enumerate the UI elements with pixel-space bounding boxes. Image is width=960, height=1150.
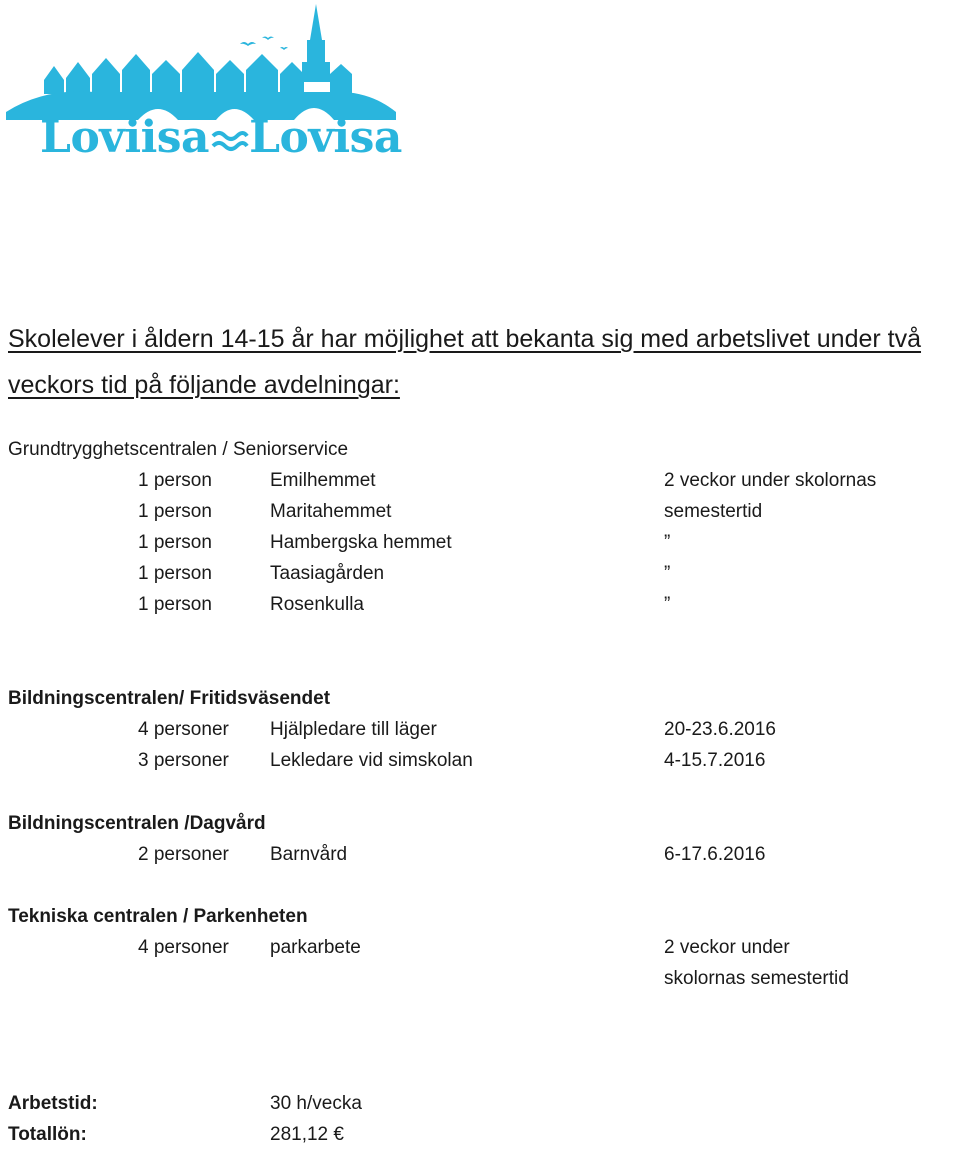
worktime-label: Arbetstid: [8, 1093, 98, 1114]
worktime-value: 30 h/vecka [270, 1093, 362, 1114]
row-count: 1 person [138, 470, 212, 491]
table-row [0, 746, 960, 776]
row-time: semestertid [664, 501, 763, 522]
row-time: ” [664, 594, 671, 615]
table-row [0, 964, 960, 994]
row-place: Maritahemmet [270, 501, 392, 522]
table-row [0, 590, 960, 620]
row-time: 20-23.6.2016 [664, 719, 776, 740]
row-count: 1 person [138, 501, 212, 522]
loviisa-logo [4, 0, 402, 168]
table-row [0, 559, 960, 589]
row-count: 3 personer [138, 750, 229, 771]
town-skyline-logo-icon [4, 0, 396, 120]
row-place: Lekledare vid simskolan [270, 750, 473, 771]
row-place: Rosenkulla [270, 594, 364, 615]
section-title-parkenheten: Tekniska centralen / Parkenheten [8, 906, 308, 927]
row-place: Emilhemmet [270, 470, 376, 491]
table-row [0, 933, 960, 963]
table-row [0, 840, 960, 870]
wave-icon [209, 114, 249, 162]
logo-wordmark [40, 114, 402, 162]
row-place: Hambergska hemmet [270, 532, 452, 553]
row-time: 2 veckor under skolornas [664, 470, 877, 491]
row-place: Taasiagården [270, 563, 385, 584]
logo-word-right: Lovisa [249, 112, 402, 163]
table-row [0, 497, 960, 527]
row-count: 1 person [138, 532, 212, 553]
section-title-seniorservice: Grundtrygghetscentralen / Seniorservice [8, 439, 349, 460]
table-row [0, 528, 960, 558]
row-time: skolornas semestertid [664, 968, 849, 989]
section-title-dagvard: Bildningscentralen /Dagvård [8, 813, 266, 834]
row-count: 1 person [138, 594, 212, 615]
table-row [0, 715, 960, 745]
row-time: 6-17.6.2016 [664, 844, 766, 865]
row-place: parkarbete [270, 937, 361, 958]
row-count: 4 personer [138, 719, 229, 740]
row-time: 4-15.7.2016 [664, 750, 766, 771]
row-count: 4 personer [138, 937, 229, 958]
row-time: ” [664, 532, 671, 553]
table-row [0, 466, 960, 496]
row-place: Barnvård [270, 844, 348, 865]
row-time: ” [664, 563, 671, 584]
row-time: 2 veckor under [664, 937, 790, 958]
row-place: Hjälpledare till läger [270, 719, 437, 740]
salary-value: 281,12 € [270, 1124, 344, 1145]
page-heading: Skolelever i åldern 14-15 år har möjlighet att bekanta sig med arbetslivet under två veckors tid på följande avdelningar: [8, 325, 922, 399]
salary-label: Totallön: [8, 1124, 87, 1145]
section-title-fritidsvasendet: Bildningscentralen/ Fritidsväsendet [8, 688, 331, 709]
row-count: 2 personer [138, 844, 229, 865]
row-count: 1 person [138, 563, 212, 584]
logo-word-left: Loviisa [40, 112, 210, 163]
